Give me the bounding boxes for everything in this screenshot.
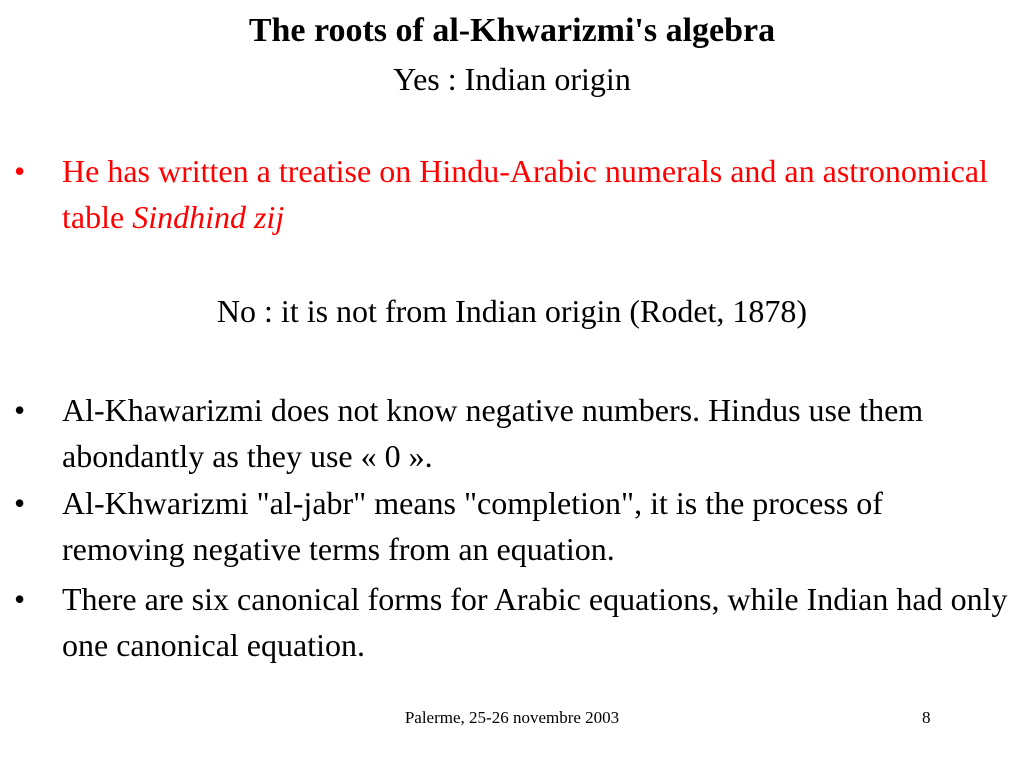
bullet-text: Al-Khwarizmi "al-jabr" means "completion", it is the process of removing negative terms from an equation. <box>62 485 883 567</box>
bullet-text-italic: Sindhind zij <box>132 199 285 235</box>
bullet-marker: • <box>14 581 26 617</box>
bullet-text: There are six canonical forms for Arabic equations, while Indian had only one canonical equation. <box>62 581 1008 663</box>
bullet-marker: • <box>14 485 26 521</box>
slide-title: The roots of al-Khwarizmi's algebra <box>248 12 776 49</box>
bullet-text-main: He has written a treatise on Hindu-Arabic numerals and an astronomical table <box>62 153 988 235</box>
footer-page-number: 8 <box>922 708 931 727</box>
bullet-marker: • <box>14 153 26 189</box>
counter-heading: No : it is not from Indian origin (Rodet, 1878) <box>216 293 808 329</box>
bullet-text <box>62 148 1012 240</box>
bullet-text: Al-Khawarizmi does not know negative numbers. Hindus use them abondantly as they use « 0 ». <box>62 392 924 474</box>
slide-subtitle: Yes : Indian origin <box>393 61 631 97</box>
footer-location-date: Palerme, 25-26 novembre 2003 <box>404 708 620 727</box>
bullet-marker: • <box>14 392 26 428</box>
